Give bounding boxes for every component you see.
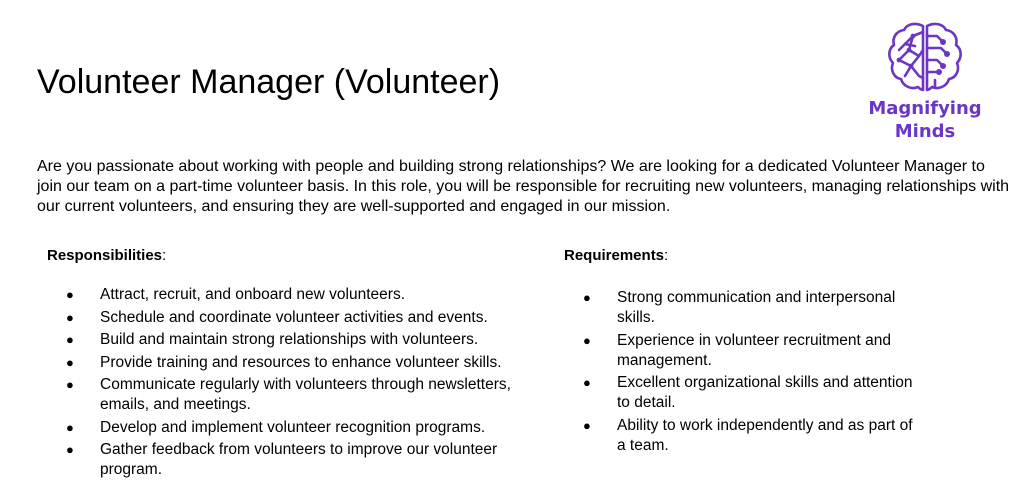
- list-item-text: Gather feedback from volunteers to improve our volunteer program.: [100, 441, 498, 478]
- list-item: [583, 288, 923, 328]
- list-item: [583, 331, 923, 371]
- list-item: [66, 285, 526, 305]
- list-item: [66, 440, 526, 480]
- list-item-text: Strong communication and interpersonal skills.: [617, 289, 896, 326]
- bullet-icon: ●: [66, 332, 74, 347]
- bullet-icon: ●: [66, 442, 74, 457]
- responsibilities-heading: [47, 247, 166, 265]
- list-item: [66, 308, 526, 328]
- list-item-text: Develop and implement volunteer recognition programs.: [100, 418, 486, 436]
- list-item-text: Schedule and coordinate volunteer activities and events.: [100, 308, 488, 326]
- list-item-text: Attract, recruit, and onboard new volunteers.: [100, 286, 405, 303]
- list-item-text: Ability to work independently and as part of a team.: [617, 416, 913, 454]
- list-item: [66, 375, 526, 415]
- responsibilities-heading-colon: :: [162, 247, 167, 264]
- list-item: [66, 418, 526, 438]
- bullet-icon: ●: [66, 377, 74, 392]
- list-item: [583, 373, 923, 413]
- responsibilities-list: [66, 285, 526, 483]
- requirements-heading-colon: :: [664, 247, 669, 264]
- logo-line-1: Magnifying: [868, 98, 982, 119]
- list-item-text: Communicate regularly with volunteers through newsletters, emails, and meetings.: [100, 376, 511, 413]
- logo-line-2: Minds: [894, 121, 956, 142]
- list-item-text: Provide training and resources to enhance volunteer skills.: [100, 353, 502, 371]
- requirements-heading: [564, 247, 668, 265]
- bullet-icon: ●: [583, 290, 591, 305]
- list-item-text: Build and maintain strong relationships with volunteers.: [100, 331, 479, 348]
- logo-text: [850, 97, 1000, 143]
- bullet-icon: ●: [583, 332, 591, 348]
- bullet-icon: ●: [66, 354, 74, 370]
- page-title: Volunteer Manager (Volunteer): [37, 63, 501, 101]
- list-item-text: Excellent organizational skills and attention to detail.: [617, 374, 913, 411]
- requirements-list: [583, 288, 923, 458]
- responsibilities-heading-label: Responsibilities: [47, 247, 163, 264]
- logo: [850, 20, 1000, 145]
- list-item-text: Experience in volunteer recruitment and management.: [617, 331, 891, 369]
- list-item: [66, 330, 526, 350]
- brain-circuit-icon: [885, 20, 965, 96]
- intro-paragraph: Are you passionate about working with people and building strong relationships? We are looking for a dedicated Volunteer Manager to join our team on a part-time volunteer basis. In this role, you will be responsible for recruiting new volunteers, managing relationships with our current volunteers, and ensuring they are well-supported and engaged in our mission.: [37, 158, 1010, 215]
- bullet-icon: ●: [583, 417, 591, 433]
- bullet-icon: ●: [66, 309, 74, 325]
- bullet-icon: ●: [583, 375, 591, 390]
- requirements-heading-label: Requirements: [564, 247, 665, 264]
- list-item: [66, 353, 526, 373]
- list-item: [583, 416, 923, 456]
- bullet-icon: ●: [66, 287, 74, 302]
- bullet-icon: ●: [66, 419, 74, 435]
